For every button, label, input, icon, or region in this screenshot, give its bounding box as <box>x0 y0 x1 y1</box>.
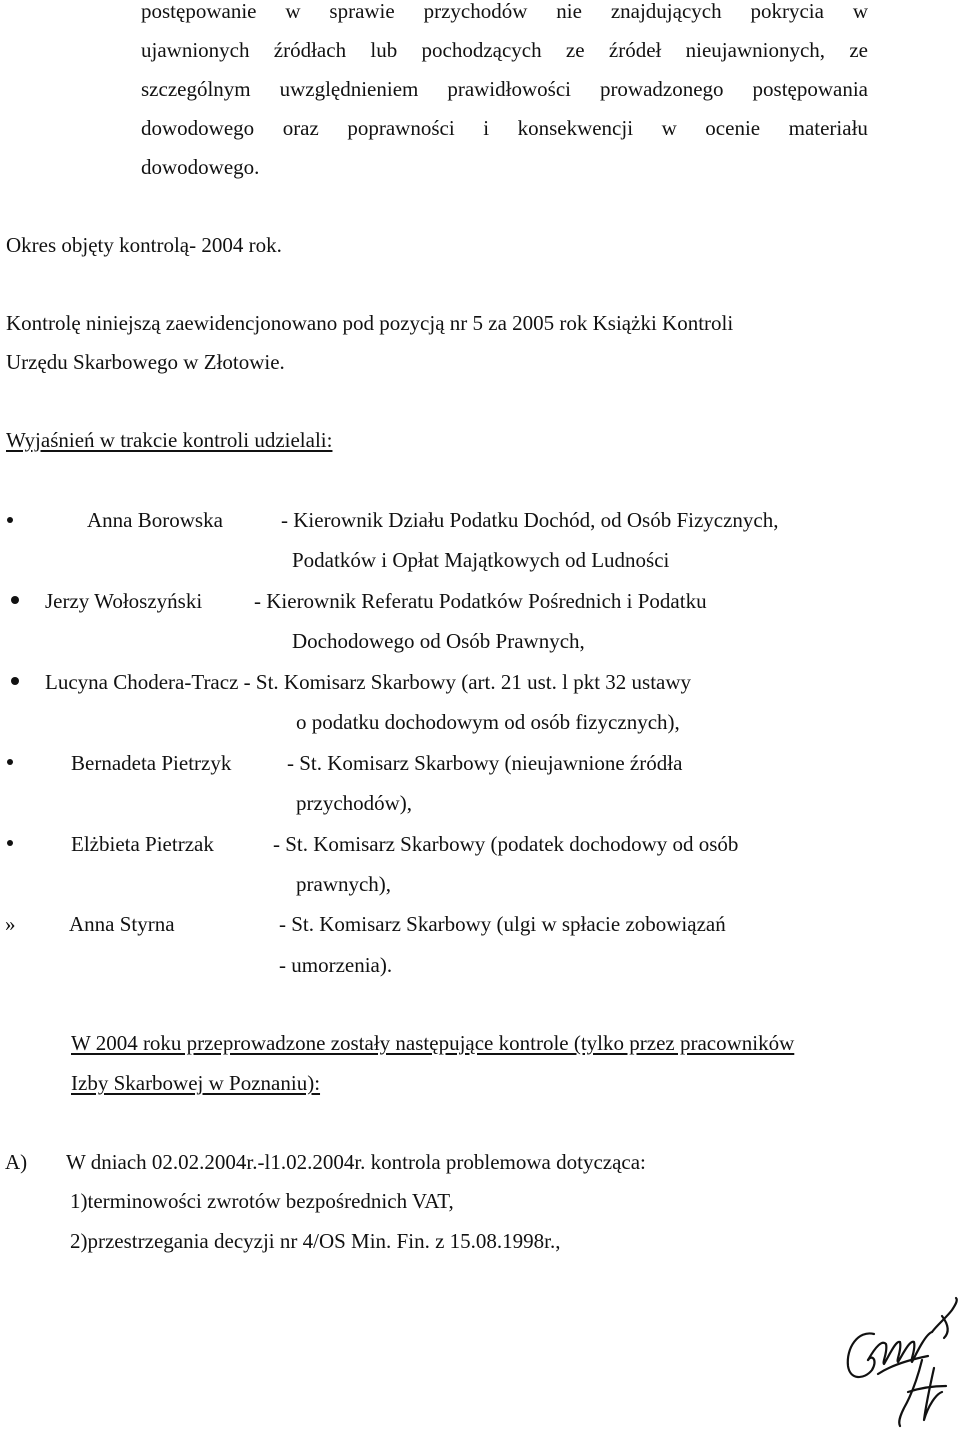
word: ze <box>849 38 868 62</box>
word: w <box>852 0 868 23</box>
control-period: Okres objęty kontrolą- 2004 rok. <box>6 233 282 257</box>
item-marker: A) <box>5 1150 28 1174</box>
word: pochodzących <box>421 38 542 62</box>
person-role-cont: Dochodowego od Osób Prawnych, <box>292 629 585 653</box>
word: konsekwencji <box>517 116 634 140</box>
person-role-cont: - umorzenia). <box>279 953 393 977</box>
word: poprawności <box>347 116 455 140</box>
word: w <box>661 116 677 140</box>
controls-heading-line-2: Izby Skarbowej w Poznaniu): <box>71 1071 321 1095</box>
item-line-1: W dniach 02.02.2004r.-l1.02.2004r. kontrola problemowa dotycząca: <box>66 1150 646 1174</box>
word: znajdujących <box>610 0 722 23</box>
word: prowadzonego <box>599 77 724 101</box>
word: i <box>483 116 490 140</box>
person-role: - Kierownik Działu Podatku Dochód, od Osób Fizycznych, <box>281 508 779 532</box>
word: materiału <box>788 116 868 140</box>
controls-heading-line-1: W 2004 roku przeprowadzone zostały następujące kontrole (tylko przez pracowników <box>71 1031 795 1055</box>
person-name: Anna Borowska <box>87 508 223 532</box>
person-role-cont: o podatku dochodowym od osób fizycznych), <box>296 710 680 734</box>
word: postępowania <box>752 77 868 101</box>
word: ze <box>565 38 585 62</box>
intro-line-2 <box>141 37 868 63</box>
word: ocenie <box>705 116 761 140</box>
person-name: Elżbieta Pietrzak <box>71 832 214 856</box>
word: dowodowego <box>141 116 255 140</box>
item-line-3: 2)przestrzegania decyzji nr 4/OS Min. Fin. z 15.08.1998r., <box>70 1229 561 1253</box>
word: oraz <box>282 116 319 140</box>
list-marker: » <box>5 912 16 936</box>
word: w <box>285 0 301 23</box>
word: źródłach <box>273 38 347 62</box>
bullet-icon <box>11 596 19 604</box>
person-role: - Kierownik Referatu Podatków Pośrednich i Podatku <box>254 589 707 613</box>
register-line-1: Kontrolę niniejszą zaewidencjonowano pod pozycją nr 5 za 2005 rok Książki Kontroli <box>6 311 734 335</box>
person-name: Bernadeta Pietrzyk <box>71 751 232 775</box>
item-line-2: 1)terminowości zwrotów bezpośrednich VAT, <box>70 1189 454 1213</box>
register-line-2: Urzędu Skarbowego w Złotowie. <box>6 350 285 374</box>
bullet-icon <box>7 840 13 846</box>
word: sprawie <box>329 0 395 23</box>
person-name-role: Lucyna Chodera-Tracz - St. Komisarz Skarbowy (art. 21 ust. l pkt 32 ustawy <box>45 670 692 694</box>
intro-line-3 <box>141 76 868 102</box>
word: nieujawnionych, <box>685 38 826 62</box>
word: nie <box>556 0 582 23</box>
word: postępowanie <box>141 0 257 23</box>
word: lub <box>370 38 398 62</box>
word: szczególnym <box>141 77 251 101</box>
word: uwzględnieniem <box>279 77 419 101</box>
person-role: - St. Komisarz Skarbowy (nieujawnione źródła <box>287 751 683 775</box>
word: przychodów <box>423 0 528 23</box>
bullet-icon <box>11 677 19 685</box>
explanations-heading: Wyjaśnień w trakcie kontroli udzielali: <box>6 428 333 452</box>
person-name: Anna Styrna <box>69 912 175 936</box>
word: ujawnionych <box>141 38 250 62</box>
bullet-icon <box>7 759 13 765</box>
person-name: Jerzy Wołoszyński <box>45 589 203 613</box>
signature-icon <box>838 1296 960 1429</box>
word: prawidłowości <box>447 77 571 101</box>
word: pokrycia <box>750 0 824 23</box>
person-role: - St. Komisarz Skarbowy (ulgi w spłacie zobowiązań <box>279 912 726 936</box>
intro-line-4 <box>141 115 868 141</box>
bullet-icon <box>7 517 13 523</box>
intro-line-1 <box>141 0 868 24</box>
person-role-cont: Podatków i Opłat Majątkowych od Ludności <box>292 548 670 572</box>
intro-line-5: dowodowego. <box>141 155 260 179</box>
person-role: - St. Komisarz Skarbowy (podatek dochodowy od osób <box>273 832 739 856</box>
person-role-cont: przychodów), <box>296 791 413 815</box>
person-role-cont: prawnych), <box>296 872 392 896</box>
word: źródeł <box>608 38 662 62</box>
